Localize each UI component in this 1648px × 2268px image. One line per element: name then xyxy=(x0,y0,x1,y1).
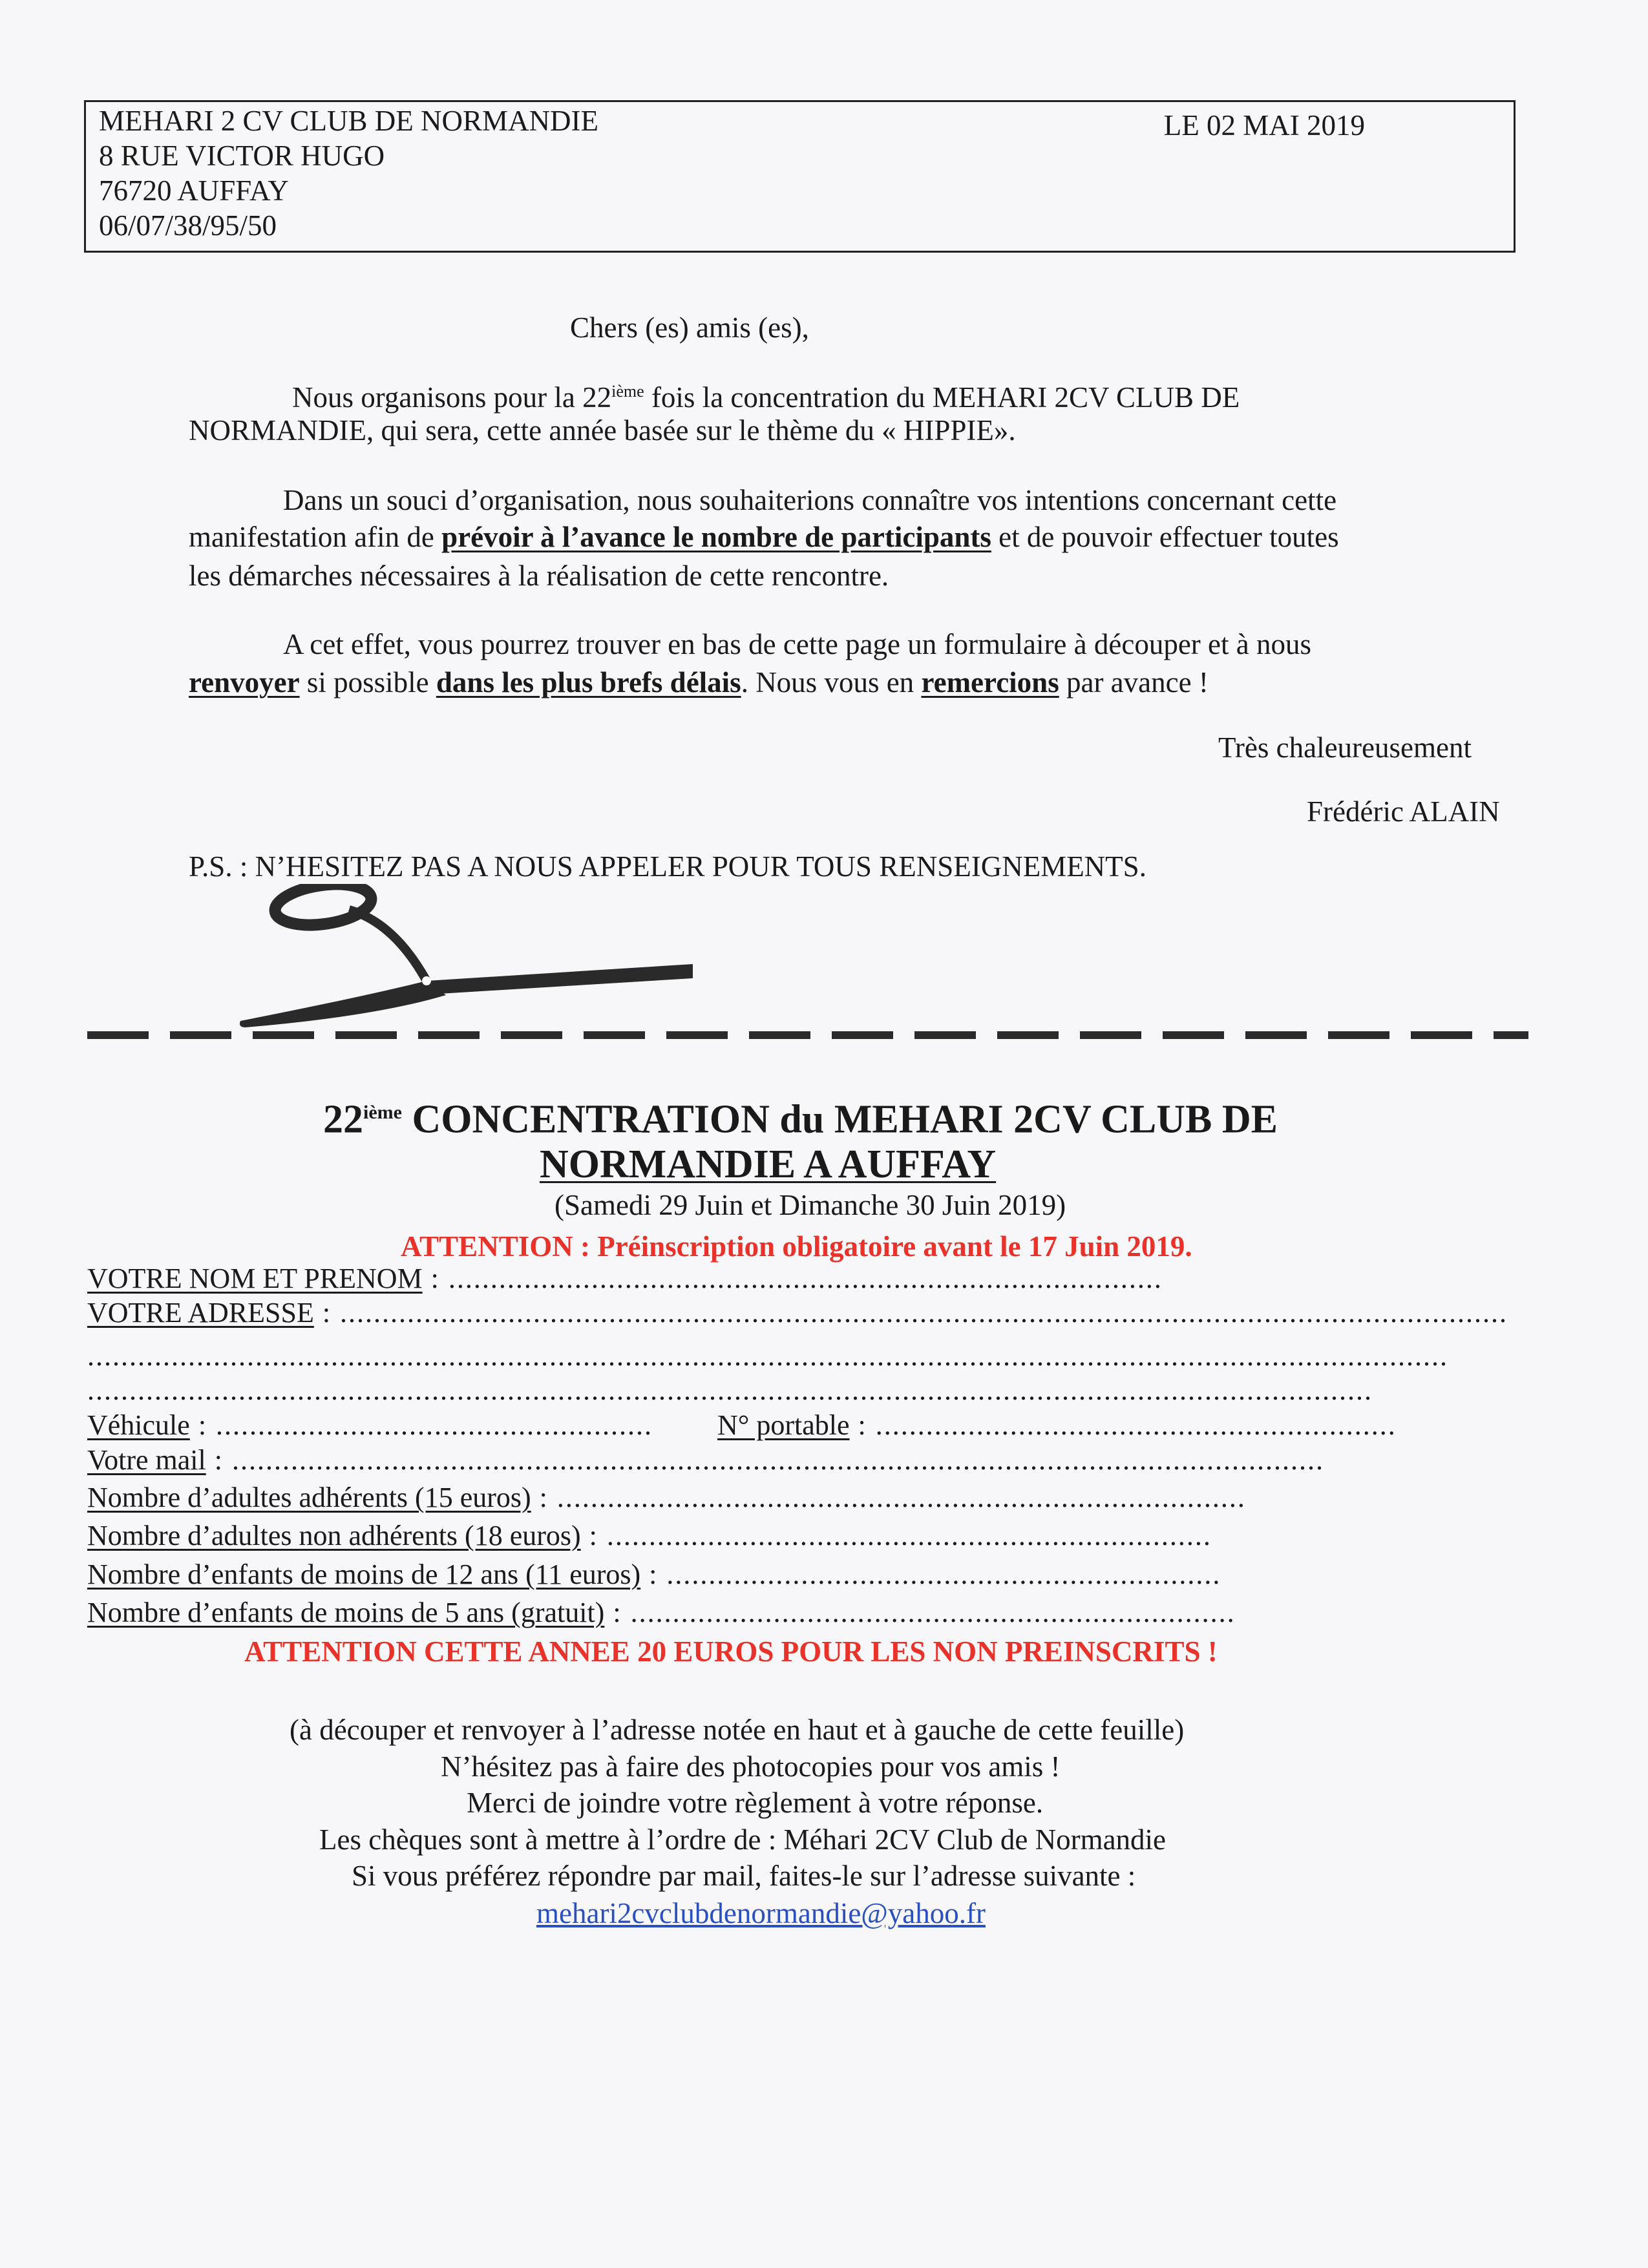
adults-members-field[interactable] xyxy=(87,1481,1246,1514)
email-dots: : .................................................................................................................................. xyxy=(206,1444,1324,1476)
mobile-dots: : .............................................................. xyxy=(849,1409,1397,1441)
adults-members-label: Nombre d’adultes adhérents (15 euros) xyxy=(87,1482,531,1513)
greeting: Chers (es) amis (es), xyxy=(570,311,809,344)
adults-non-members-field[interactable] xyxy=(87,1519,1212,1552)
closing: Très chaleureusement xyxy=(1218,731,1472,764)
cut-line xyxy=(87,1031,1528,1039)
p3-emphasis-2: dans les plus brefs délais xyxy=(436,666,741,698)
note-email-reply: Si vous préférez répondre par mail, faites-le sur l’adresse suivante : xyxy=(352,1860,1136,1892)
adults-members-dots: : .................................................................................. xyxy=(531,1482,1246,1513)
letter-date: LE 02 MAI 2019 xyxy=(1163,109,1365,142)
children-under-5-field[interactable] xyxy=(87,1596,1236,1629)
adults-non-members-dots: : ........................................................................ xyxy=(580,1520,1212,1551)
p3-text-3: par avance ! xyxy=(1059,666,1209,698)
p1-text-b: fois la concentration du MEHARI 2CV CLUB DE xyxy=(644,381,1240,414)
p2-emphasis: prévoir à l’avance le nombre de participants xyxy=(441,521,991,553)
address-line-2[interactable]: .................................................................................................................................................................. xyxy=(87,1340,1448,1372)
p2-text-b: et de pouvoir effectuer toutes xyxy=(991,521,1339,553)
email-field[interactable] xyxy=(87,1444,1324,1476)
paragraph-2-line-1: Dans un souci d’organisation, nous souhaiterions connaître vos intentions concernant cette xyxy=(283,484,1337,516)
address-label: VOTRE ADRESSE xyxy=(87,1297,314,1328)
p3-text-2: . Nous vous en xyxy=(741,666,922,698)
paragraph-1-line-1 xyxy=(292,373,1240,416)
paragraph-3-line-1: A cet effet, vous pourrez trouver en bas de cette page un formulaire à découper et à nous xyxy=(283,628,1311,660)
children-under-5-dots: : ........................................................................ xyxy=(604,1597,1236,1628)
form-title-number: 22 xyxy=(323,1097,363,1142)
name-label: VOTRE NOM ET PRENOM xyxy=(87,1263,423,1294)
paragraph-1-line-2: NORMANDIE, qui sera, cette année basée sur le thème du « HIPPIE». xyxy=(189,414,1016,446)
form-title-line-2: NORMANDIE A AUFFAY xyxy=(540,1142,997,1186)
club-name: MEHARI 2 CV CLUB DE NORMANDIE xyxy=(99,105,598,137)
p2-text-a: manifestation afin de xyxy=(189,521,442,553)
paragraph-2-line-2 xyxy=(189,518,1339,556)
paragraph-2-line-3: les démarches nécessaires à la réalisation de cette rencontre. xyxy=(189,560,889,592)
form-title-text: CONCENTRATION du MEHARI 2CV CLUB DE xyxy=(401,1097,1278,1142)
paragraph-3-line-2 xyxy=(189,664,1209,701)
email-label: Votre mail xyxy=(87,1444,206,1476)
note-payment: Merci de joindre votre règlement à votre réponse. xyxy=(467,1787,1044,1819)
address-dots: : ........................................................................................................................................... xyxy=(313,1297,1508,1328)
children-under-12-field[interactable] xyxy=(87,1558,1221,1591)
postscript: P.S. : N’HESITEZ PAS A NOUS APPELER POUR TOUS RENSEIGNEMENTS. xyxy=(189,850,1146,883)
mobile-field[interactable] xyxy=(717,1409,1397,1442)
mobile-label: N° portable xyxy=(717,1409,850,1441)
vehicle-label: Véhicule xyxy=(87,1409,190,1441)
address-field[interactable] xyxy=(87,1296,1508,1329)
p3-emphasis-3: remercions xyxy=(921,666,1059,698)
name-field[interactable] xyxy=(87,1262,1163,1295)
p1-sup: ième xyxy=(611,382,644,401)
vehicle-field[interactable] xyxy=(87,1409,653,1442)
address-line-3[interactable]: ......................................................................................................................................................... xyxy=(87,1374,1373,1406)
club-street: 8 RUE VICTOR HUGO xyxy=(99,140,385,172)
vehicle-dots: : .................................................... xyxy=(189,1409,653,1441)
p3-text-1: si possible xyxy=(299,666,436,698)
children-under-5-label: Nombre d’enfants de moins de 5 ans (gratuit) xyxy=(87,1597,605,1628)
signature: Frédéric ALAIN xyxy=(1307,795,1500,828)
contact-email-link[interactable]: mehari2cvclubdenormandie@yahoo.fr xyxy=(536,1897,986,1929)
children-under-12-dots: : .................................................................. xyxy=(640,1559,1221,1590)
note-cut-and-send: (à découper et renvoyer à l’adresse notée en haut et à gauche de cette feuille) xyxy=(290,1714,1185,1746)
form-title-sup: ième xyxy=(363,1102,402,1123)
preregistration-warning: ATTENTION : Préinscription obligatoire avant le 17 Juin 2019. xyxy=(401,1230,1192,1263)
form-title-line-1 xyxy=(323,1091,1278,1142)
non-preregistered-warning: ATTENTION CETTE ANNEE 20 EUROS POUR LES NON PREINSCRITS ! xyxy=(244,1635,1218,1668)
p3-emphasis-1: renvoyer xyxy=(189,666,300,698)
event-dates: (Samedi 29 Juin et Dimanche 30 Juin 2019) xyxy=(555,1189,1066,1221)
header-address-box xyxy=(84,100,1516,253)
children-under-12-label: Nombre d’enfants de moins de 12 ans (11 euros) xyxy=(87,1559,641,1590)
note-photocopies: N’hésitez pas à faire des photocopies pour vos amis ! xyxy=(441,1750,1061,1783)
name-dots: : ..................................................................................... xyxy=(422,1263,1163,1294)
club-city: 76720 AUFFAY xyxy=(99,174,289,207)
club-phone: 06/07/38/95/50 xyxy=(99,209,277,242)
note-cheques: Les chèques sont à mettre à l’ordre de : Méhari 2CV Club de Normandie xyxy=(319,1823,1167,1856)
adults-non-members-label: Nombre d’adultes non adhérents (18 euros) xyxy=(87,1520,581,1551)
p1-text-a: Nous organisons pour la 22 xyxy=(292,381,612,414)
scissors-icon xyxy=(233,884,698,1029)
